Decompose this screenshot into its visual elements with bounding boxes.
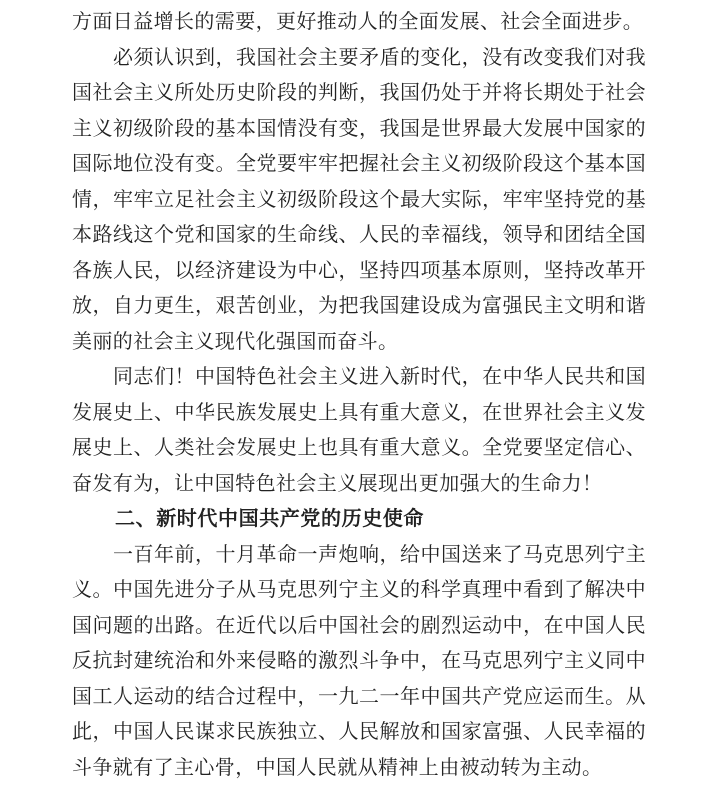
text-line: 国际地位没有变。全党要牢牢把握社会主义初级阶段这个基本国 bbox=[72, 151, 646, 175]
text-line: 方面日益增长的需要，更好推动人的全面发展、社会全面进步。 bbox=[72, 9, 644, 33]
text-line: 各族人民，以经济建设为中心，坚持四项基本原则，坚持改革开 bbox=[72, 257, 646, 282]
text-line: 斗争就有了主心骨，中国人民就从精神上由被动转为主动。 bbox=[72, 754, 603, 779]
document-page bbox=[72, 0, 646, 785]
section-heading: 二、新时代中国共产党的历史使命 bbox=[115, 506, 424, 530]
paragraph-primary-stage bbox=[72, 40, 646, 360]
text-line: 主义初级阶段的基本国情没有变，我国是世界最大发展中国家的 bbox=[72, 115, 646, 140]
text-line: 反抗封建统治和外来侵略的激烈斗争中，在马克思列宁主义同中 bbox=[72, 648, 646, 672]
paragraph-history bbox=[72, 537, 646, 786]
paragraph-continued bbox=[72, 4, 646, 40]
text-line: 必须认识到，我国社会主要矛盾的变化，没有改变我们对我 bbox=[113, 44, 646, 69]
text-line: 义。中国先进分子从马克思列宁主义的科学真理中看到了解决中 bbox=[72, 577, 646, 601]
text-line: 国社会主义所处历史阶段的判断，我国仍处于并将长期处于社会 bbox=[72, 80, 646, 104]
text-line: 本路线这个党和国家的生命线、人民的幸福线，领导和团结全国 bbox=[72, 222, 646, 246]
text-line: 奋发有为，让中国特色社会主义展现出更加强大的生命力！ bbox=[72, 470, 603, 495]
text-line: 国工人运动的结合过程中，一九二一年中国共产党应运而生。从 bbox=[72, 683, 646, 708]
text-line: 展史上、人类社会发展史上也具有重大意义。全党要坚定信心、 bbox=[72, 435, 646, 459]
text-line: 国问题的出路。在近代以后中国社会的剧烈运动中，在中国人民 bbox=[72, 612, 646, 637]
text-line: 美丽的社会主义现代化强国而奋斗。 bbox=[72, 328, 399, 353]
text-line: 此，中国人民谋求民族独立、人民解放和国家富强、人民幸福的 bbox=[72, 719, 646, 743]
text-line: 发展史上、中华民族发展史上具有重大意义，在世界社会主义发 bbox=[72, 399, 646, 424]
text-line: 情，牢牢立足社会主义初级阶段这个最大实际，牢牢坚持党的基 bbox=[72, 186, 646, 211]
paragraph-new-era bbox=[72, 359, 646, 501]
text-line: 放，自力更生，艰苦创业，为把我国建设成为富强民主文明和谐 bbox=[72, 293, 646, 317]
text-line: 一百年前，十月革命一声炮响，给中国送来了马克思列宁主 bbox=[113, 541, 646, 566]
text-line: 同志们！中国特色社会主义进入新时代，在中华人民共和国 bbox=[113, 364, 646, 388]
